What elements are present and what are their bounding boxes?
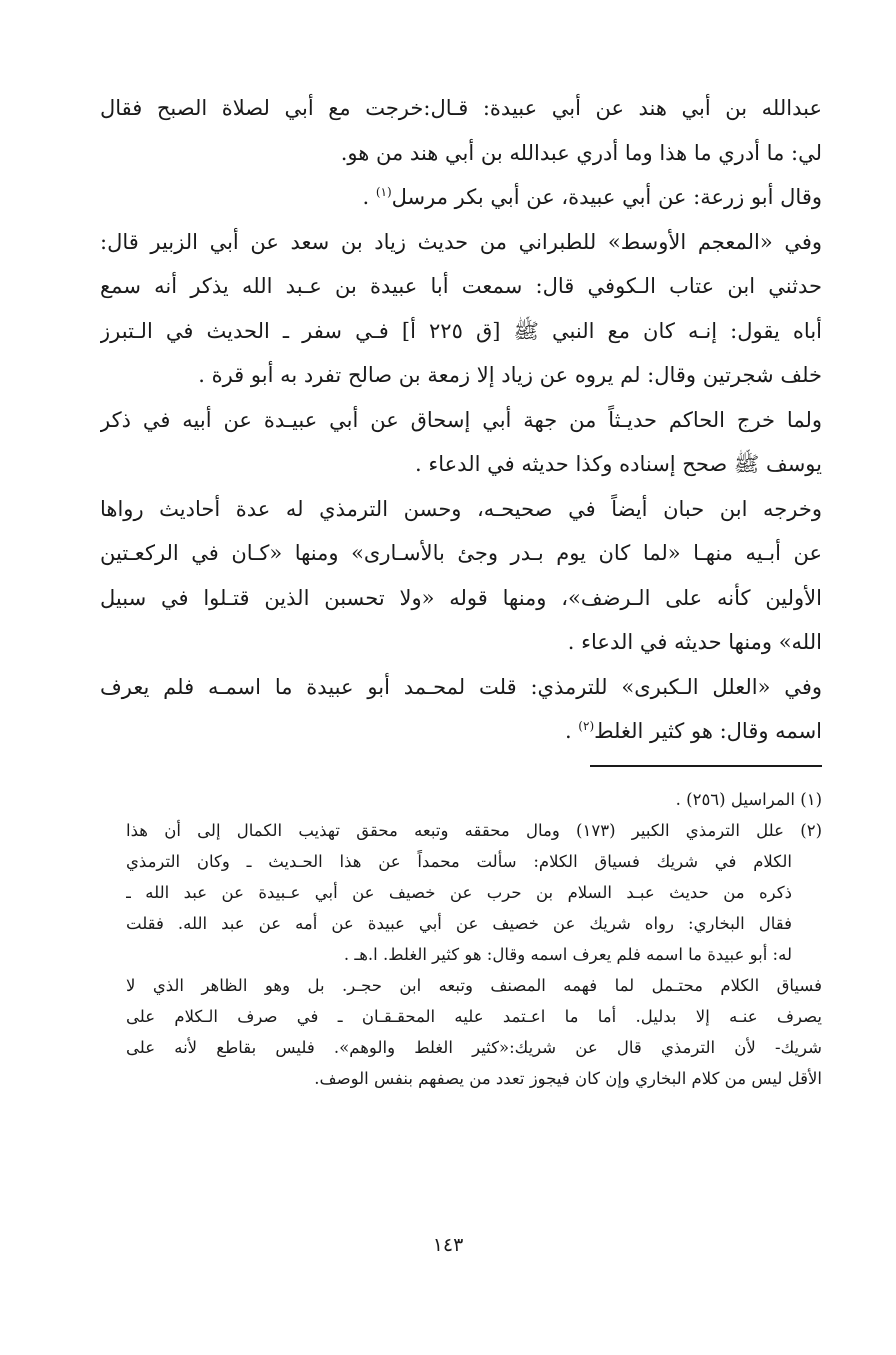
text-line: خلف شجرتين وقال: لم يروه عن زياد إلا زمعة بن صالح تفرد به أبو قرة . (198, 363, 822, 387)
text-line: وفي «المعجم الأوسط» للطبراني من حديث زياد بن سعد عن أبي الزبير قال: (100, 229, 822, 254)
text-line: الأولين كأنه على الـرضف»، ومنها قوله «ولا تحسبن الذين قتـلوا في سبيل (100, 585, 822, 610)
footnote-line: الأقل ليس من كلام البخاري وإن كان فيجوز تعدد من يصفهم بنفس الوصف. (314, 1069, 822, 1088)
footnote-line: الكلام في شريك فسياق الكلام: سألت محمداً عن هذا الحـديث ـ وكان الترمذي (126, 852, 792, 871)
text-line: عبدالله بن أبي هند عن أبي عبيدة: قـال:خرجت مع أبي لصلاة الصبح فقال (100, 96, 822, 120)
footnote-text: علل الترمذي الكبير (١٧٣) ومال محققه وتبعه محقق تهذيب الكمال إلى أن هذا (126, 821, 784, 840)
footnote-marker: (٢) (578, 719, 595, 733)
main-text (100, 86, 822, 754)
footnote-line: يصرف عنـه إلا بدليل. أما ما اعـتمد عليه المحقـقـان ـ في صرف الـكلام على (126, 1007, 822, 1026)
footnote-marker: (١) (375, 185, 392, 199)
paragraph (100, 665, 822, 754)
text-line (100, 709, 822, 754)
text-line (100, 175, 822, 220)
line-end: . (564, 719, 579, 743)
paragraph (100, 86, 822, 220)
text-line: عن أبـيه منهـا «لما كان يوم بـدر وجئ بالأسـارى» ومنها «كـان في الركعـتين (100, 541, 822, 565)
paragraph (100, 398, 822, 487)
footnote-line: شريك- لأن الترمذي قال عن شريك:«كثير الغلط والوهم». فليس بقاطع لأنه على (126, 1038, 822, 1057)
footnote-2 (126, 815, 822, 1094)
text-line: أباه يقول: إنـه كان مع النبي ﷺ [ق ٢٢٥ أ] فـي سفر ـ الحديث في الـتبرز (100, 318, 822, 343)
text-line-content: وقال أبو زرعة: عن أبي عبيدة، عن أبي بكر مرسل (391, 185, 822, 209)
footnote-1 (126, 784, 822, 815)
paragraph (100, 220, 822, 398)
paragraph (100, 487, 822, 665)
footnote-line (126, 784, 822, 815)
text-line-content: اسمه وقال: هو كثير الغلط (594, 719, 822, 743)
page-number: ١٤٣ (432, 1234, 464, 1256)
text-line: وفي «العلل الـكبرى» للترمذي: قلت لمحـمد أبو عبيدة ما اسمـه فلم يعرف (100, 674, 822, 699)
text-line: يوسف ﷺ صحح إسناده وكذا حديثه في الدعاء . (415, 452, 822, 476)
footnote-line (126, 815, 822, 846)
footnotes (126, 784, 822, 1094)
footnote-line: فسياق الكلام محتـمل لما فهمه المصنف وتبعه ابن حجـر. بل وهو الظاهر الذي لا (126, 976, 822, 995)
footnote-text: المراسيل (٢٥٦) . (675, 790, 795, 809)
text-line: لي: ما أدري ما هذا وما أدري عبدالله بن أبي هند من هو. (340, 140, 822, 165)
footnote-number: (٢) (800, 821, 822, 840)
text-line: الله» ومنها حديثه في الدعاء . (567, 630, 822, 654)
footnote-line: له: أبو عبيدة ما اسمه فلم يعرف اسمه وقال: هو كثير الغلط. ا.هـ . (343, 945, 792, 964)
footnote-line: ذكره من حديث عبـد السلام بن حرب عن خصيف عن أبي عـبيدة عن عبد الله ـ (126, 883, 792, 902)
text-line: وخرجه ابن حبان أيضاً في صحيحـه، وحسن الترمذي له عدة أحاديث رواها (100, 496, 822, 521)
footnote-number: (١) (800, 790, 822, 809)
line-end: . (362, 185, 376, 209)
text-line: حدثني ابن عتاب الـكوفي قال: سمعت أبا عبيدة بن عـبد الله يذكر أنه سمع (100, 274, 822, 298)
text-line: ولما خرج الحاكم حديـثاً من جهة أبي إسحاق عن أبي عبيـدة عن أبيه في ذكر (100, 407, 822, 432)
footnote-separator (590, 765, 822, 767)
footnote-line: فقال البخاري: رواه شريك عن خصيف عن أبي عبيدة عن أمه عن عبد الله. فقلت (126, 914, 792, 933)
